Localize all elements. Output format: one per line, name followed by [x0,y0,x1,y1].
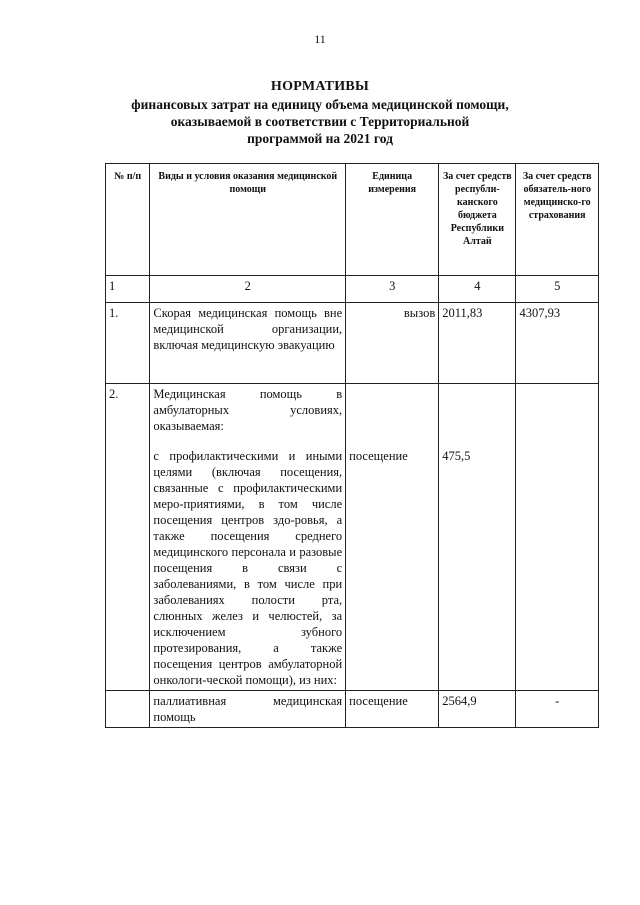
row-sub-description: с профилактическими и иными целями (включая посещения, связанные с профилактическими меро-приятиями, в том числе посещения центров здо-ровья, а также посещения среднего медицинского персонала и разовые посещения в связи с заболеваниями, в том числе при заболеваниях полости рта, слюнных желез и челюстей, за исключением зубного протезирования, а также посещения центров амбулаторной онкологи-ческой помощи), из них: [153,449,343,687]
header-unit: Единица измерения [346,164,439,276]
row-description-cell [150,384,346,691]
row-unit: посещение [349,449,408,463]
table-row [106,384,599,691]
column-number-row [106,276,599,303]
header-republic-budget: За счет средств республи-канского бюджета Республики Алтай [439,164,516,276]
title-line-1: НОРМАТИВЫ [270,79,370,94]
table-row [106,303,599,384]
column-number: 1 [106,276,150,303]
row-budget-value: 2011,83 [439,303,516,384]
header-number: № п/п [106,164,150,276]
title-line-2: финансовых затрат на единицу объема медицинской помощи, [131,97,509,112]
table-header-row [106,164,599,276]
row-number: 2. [106,384,150,691]
row-oms-value: - [516,691,599,728]
row-unit: посещение [346,691,439,728]
document-title [0,78,640,147]
row-oms-value [516,384,599,691]
title-line-4: программой на 2021 год [247,131,393,146]
column-number: 2 [150,276,346,303]
row-description: Скорая медицинская помощь вне медицинской организации, включая медицинскую эвакуацию [150,303,346,384]
row-number [106,691,150,728]
header-service-type: Виды и условия оказания медицинской помощи [150,164,346,276]
row-budget-value: 2564,9 [439,691,516,728]
page-number: 11 [314,32,326,46]
column-number: 5 [516,276,599,303]
row-description: Медицинская помощь в амбулаторных условиях, оказываемая: [153,387,343,433]
row-budget-value: 475,5 [442,449,471,463]
row-budget-cell [439,384,516,691]
row-unit-cell [346,384,439,691]
table-row [106,691,599,728]
row-description: паллиативная медицинская помощь [150,691,346,728]
column-number: 4 [439,276,516,303]
row-unit: вызов [346,303,439,384]
header-oms: За счет средств обязатель-ного медицинско-го страхования [516,164,599,276]
norms-table [105,163,599,728]
row-oms-value: 4307,93 [516,303,599,384]
column-number: 3 [346,276,439,303]
row-number: 1. [106,303,150,384]
title-line-3: оказываемой в соответствии с Территориальной [170,114,470,129]
